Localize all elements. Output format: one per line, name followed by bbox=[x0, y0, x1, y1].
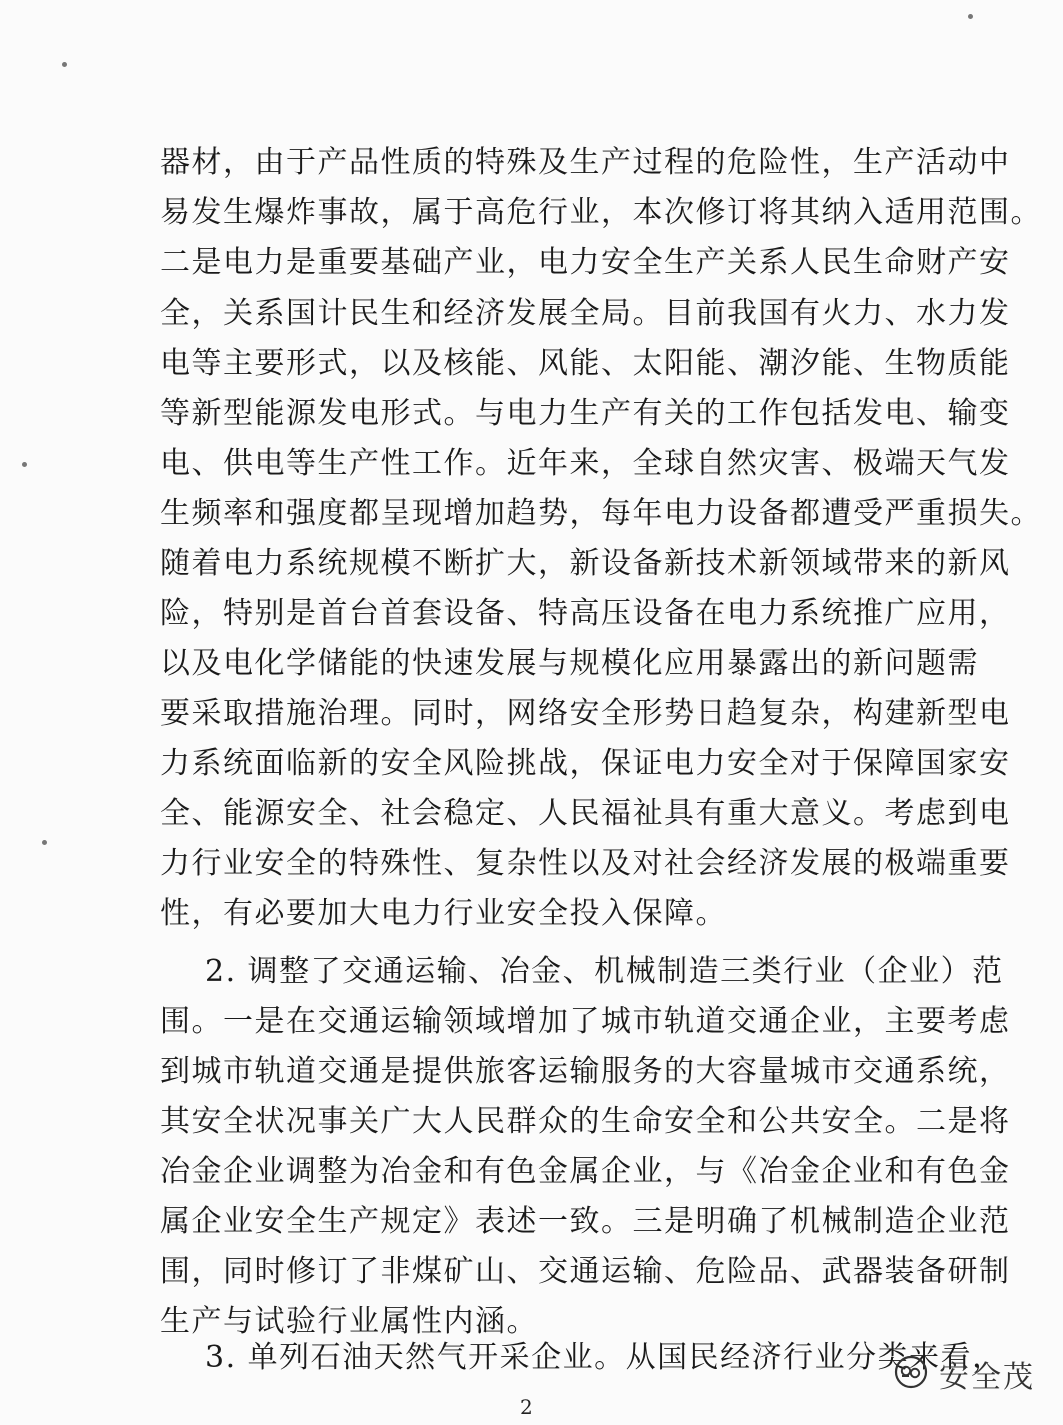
text-line-2: 易发生爆炸事故，属于高危行业，本次修订将其纳入适用范围。 bbox=[160, 195, 1042, 230]
text-line-22: 属企业安全生产规定》表述一致。三是明确了机械制造企业范 bbox=[160, 1204, 1011, 1239]
text-line-9: 随着电力系统规模不断扩大，新设备新技术新领域带来的新风 bbox=[160, 546, 1011, 581]
text-line-4: 全，关系国计民生和经济发展全局。目前我国有火力、水力发 bbox=[160, 296, 1011, 331]
text-line-8: 生频率和强度都呈现增加趋势，每年电力设备都遭受严重损失。 bbox=[160, 496, 1042, 531]
text-line-12: 要采取措施治理。同时，网络安全形势日趋复杂，构建新型电 bbox=[160, 696, 1011, 731]
text-line-25: 3. 单列石油天然气开采企业。从国民经济行业分类来看， bbox=[205, 1340, 1004, 1375]
scan-speck bbox=[22, 462, 27, 467]
scan-speck bbox=[42, 840, 47, 845]
watermark bbox=[893, 1352, 1035, 1396]
scan-speck bbox=[968, 14, 973, 19]
text-line-24: 生产与试验行业属性内涵。 bbox=[160, 1304, 538, 1339]
text-line-16: 性，有必要加大电力行业安全投入保障。 bbox=[160, 896, 727, 931]
text-line-21: 冶金企业调整为冶金和有色金属企业，与《冶金企业和有色金 bbox=[160, 1154, 1011, 1189]
text-line-18: 围。一是在交通运输领域增加了城市轨道交通企业，主要考虑 bbox=[160, 1004, 1011, 1039]
wechat-official-account-icon bbox=[893, 1354, 929, 1394]
watermark-label: 安全茂 bbox=[939, 1360, 1035, 1395]
text-line-15: 力行业安全的特殊性、复杂性以及对社会经济发展的极端重要 bbox=[160, 846, 1011, 881]
text-line-6: 等新型能源发电形式。与电力生产有关的工作包括发电、输变 bbox=[160, 396, 1011, 431]
text-line-10: 险，特别是首台首套设备、特高压设备在电力系统推广应用， bbox=[160, 596, 1011, 631]
text-line-19: 到城市轨道交通是提供旅客运输服务的大容量城市交通系统， bbox=[160, 1054, 1011, 1089]
text-line-14: 全、能源安全、社会稳定、人民福祉具有重大意义。考虑到电 bbox=[160, 796, 1011, 831]
text-line-3: 二是电力是重要基础产业，电力安全生产关系人民生命财产安 bbox=[160, 245, 1011, 280]
text-line-20: 其安全状况事关广大人民群众的生命安全和公共安全。二是将 bbox=[160, 1104, 1011, 1139]
page-number: 2 bbox=[520, 1395, 533, 1419]
text-line-17: 2. 调整了交通运输、冶金、机械制造三类行业（企业）范 bbox=[205, 954, 1004, 989]
text-line-23: 围，同时修订了非煤矿山、交通运输、危险品、武器装备研制 bbox=[160, 1254, 1011, 1289]
text-line-1: 器材，由于产品性质的特殊及生产过程的危险性，生产活动中 bbox=[160, 145, 1011, 180]
text-line-13: 力系统面临新的安全风险挑战，保证电力安全对于保障国家安 bbox=[160, 746, 1011, 781]
scan-speck bbox=[62, 62, 67, 67]
text-line-5: 电等主要形式，以及核能、风能、太阳能、潮汐能、生物质能 bbox=[160, 346, 1011, 381]
text-line-7: 电、供电等生产性工作。近年来，全球自然灾害、极端天气发 bbox=[160, 446, 1011, 481]
text-line-11: 以及电化学储能的快速发展与规模化应用暴露出的新问题需 bbox=[160, 646, 979, 681]
